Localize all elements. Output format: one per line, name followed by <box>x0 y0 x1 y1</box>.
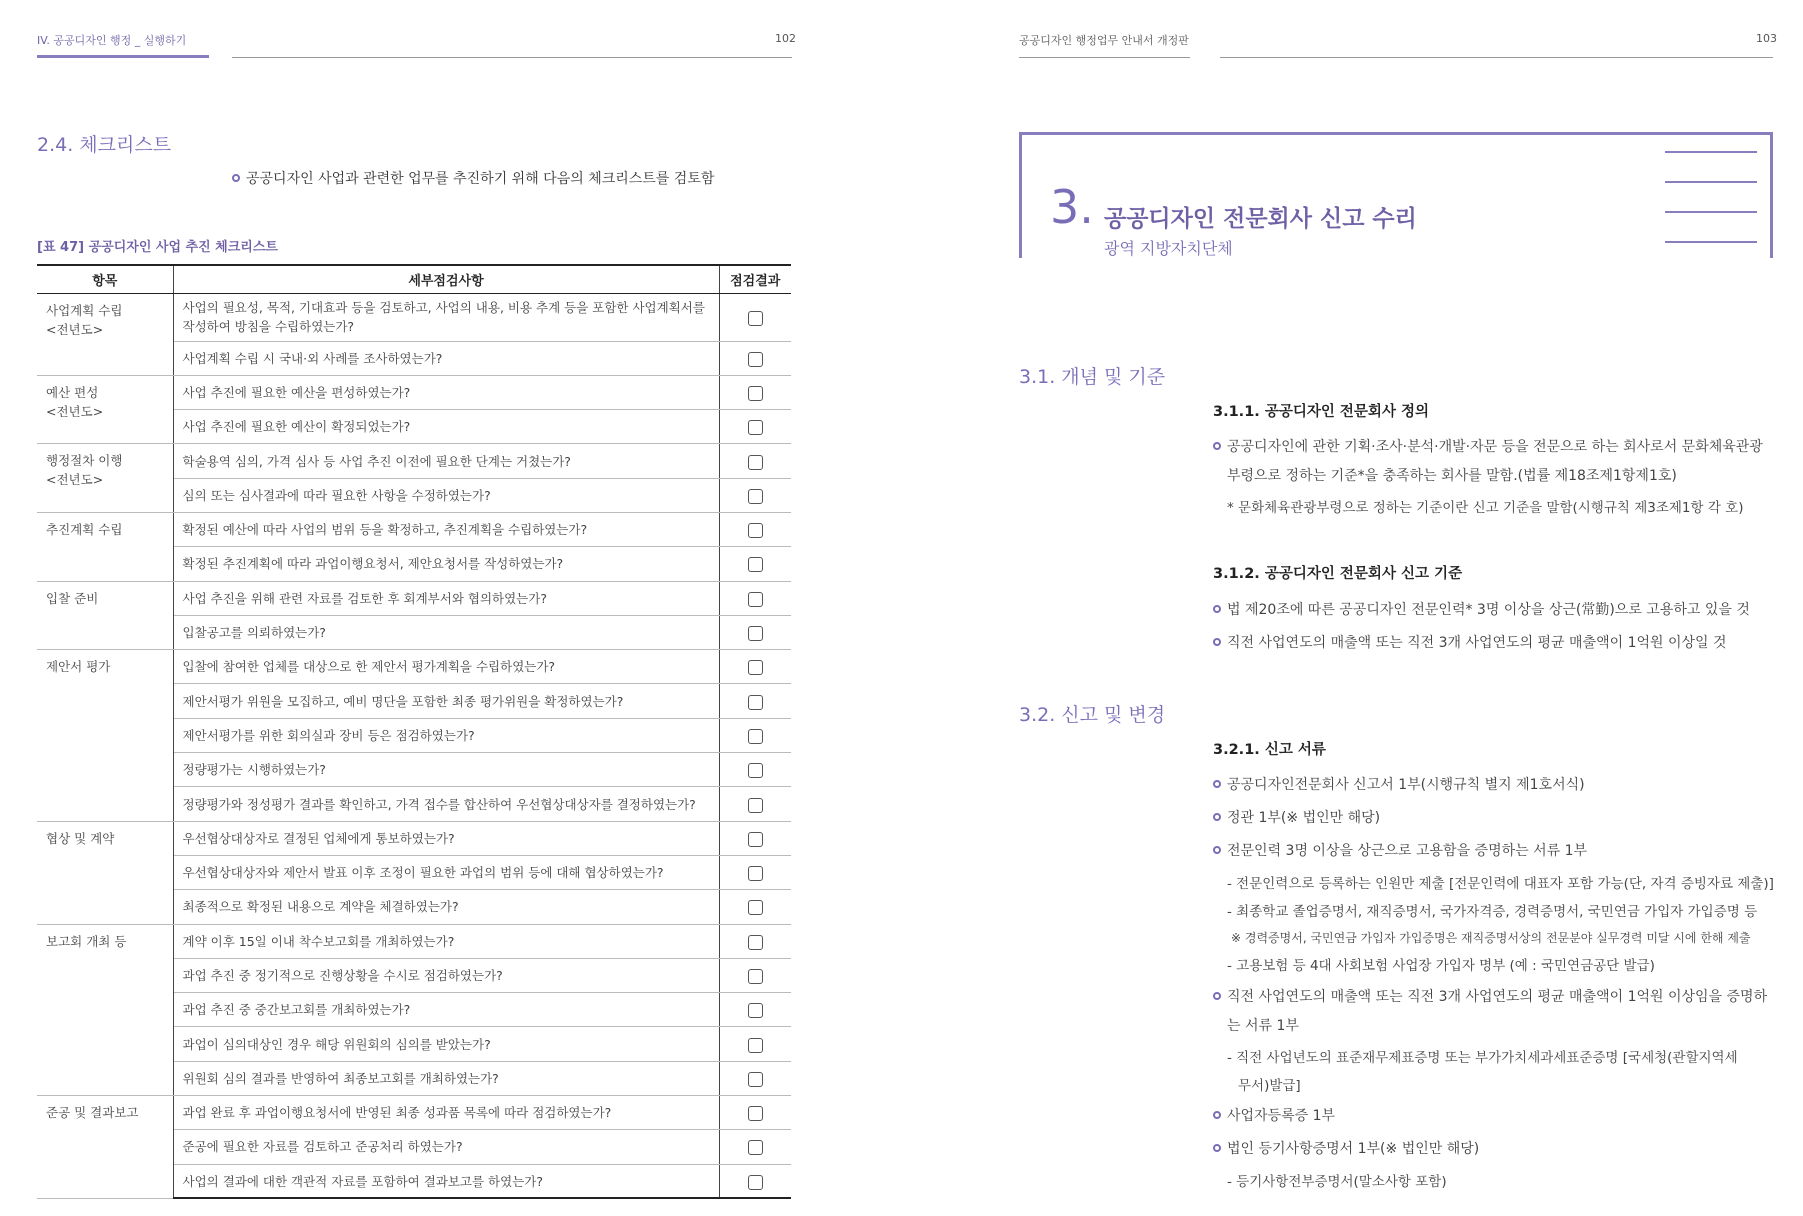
result-cell <box>719 993 791 1027</box>
subsection-title-312: 3.1.2. 공공디자인 전문회사 신고 기준 <box>1213 566 1463 582</box>
detail-cell: 제안서평가를 위한 회의실과 장비 등은 점검하였는가? <box>173 718 719 752</box>
checkbox[interactable] <box>748 626 763 641</box>
doc-text-3: 전문인력 3명 이상을 상근으로 고용함을 증명하는 서류 1부 <box>1227 843 1588 859</box>
checkbox[interactable] <box>748 1140 763 1155</box>
result-cell <box>719 821 791 855</box>
checkbox[interactable] <box>748 763 763 778</box>
checkbox[interactable] <box>748 729 763 744</box>
checklist-table <box>37 264 791 1199</box>
detail-cell: 사업계획 수립 시 국내·외 사례를 조사하였는가? <box>173 341 719 375</box>
result-cell <box>719 410 791 444</box>
checkbox[interactable] <box>748 695 763 710</box>
item-cell: 제안서 평가 <box>37 650 173 821</box>
result-cell <box>719 753 791 787</box>
result-cell <box>719 375 791 409</box>
detail-cell: 최종적으로 확정된 내용으로 계약을 체결하였는가? <box>173 890 719 924</box>
deco-line <box>1665 211 1757 213</box>
doc-3-detail-1: - 전문인력으로 등록하는 인원만 제출 [전문인력에 대표자 포함 가능(단, 자격 증빙자료 제출)] <box>1227 876 1774 892</box>
header-accent-rule <box>37 55 209 58</box>
section-title-checklist: 2.4. 체크리스트 <box>37 134 172 156</box>
checkbox[interactable] <box>748 798 763 813</box>
chapter-subtitle: 광역 지방자치단체 <box>1104 239 1233 258</box>
detail-cell: 계약 이후 15일 이내 착수보고회를 개최하였는가? <box>173 924 719 958</box>
definition-bullet <box>1213 433 1763 461</box>
doc-4-line-2: 는 서류 1부 <box>1227 1018 1299 1034</box>
section-title-31: 3.1. 개념 및 기준 <box>1019 366 1166 388</box>
header-rule <box>232 57 792 58</box>
detail-cell: 사업 추진에 필요한 예산이 확정되었는가? <box>173 410 719 444</box>
item-cell: 보고회 개최 등 <box>37 924 173 1095</box>
doc-bullet-4 <box>1213 983 1767 1011</box>
bullet-icon <box>1213 780 1221 788</box>
right-header-rule-short <box>1019 57 1190 58</box>
detail-cell: 과업 완료 후 과업이행요청서에 반영된 최종 성과품 목록에 따라 점검하였는가? <box>173 1096 719 1130</box>
doc-6-detail-1: - 등기사항전부증명서(말소사항 포함) <box>1227 1174 1447 1190</box>
item-cell: 준공 및 결과보고 <box>37 1096 173 1199</box>
result-cell <box>719 615 791 649</box>
table-row <box>37 924 791 958</box>
checkbox[interactable] <box>748 1175 763 1190</box>
bullet-icon <box>1213 813 1221 821</box>
table-row <box>37 821 791 855</box>
doc-text-1: 공공디자인전문회사 신고서 1부(시행규칙 별지 제1호서식) <box>1227 777 1585 793</box>
doc-bullet-6 <box>1213 1135 1479 1163</box>
column-header-result: 점검결과 <box>719 265 791 293</box>
right-page-number: 103 <box>1756 32 1777 45</box>
chapter-title: 공공디자인 전문회사 신고 수리 <box>1104 206 1417 232</box>
table-row <box>37 512 791 546</box>
checkbox[interactable] <box>748 523 763 538</box>
result-cell <box>719 1061 791 1095</box>
result-cell <box>719 512 791 546</box>
checkbox[interactable] <box>748 455 763 470</box>
detail-cell: 심의 또는 심사결과에 따라 필요한 사항을 수정하였는가? <box>173 478 719 512</box>
checkbox[interactable] <box>748 832 763 847</box>
left-page-number: 102 <box>775 32 796 45</box>
criteria-bullet-1 <box>1213 596 1750 624</box>
deco-line <box>1665 151 1757 153</box>
criteria-text-1: 법 제20조에 따른 공공디자인 전문인력* 3명 이상을 상근(常勤)으로 고용하고 있을 것 <box>1227 602 1750 618</box>
detail-cell: 과업 추진 중 중간보고회를 개최하였는가? <box>173 993 719 1027</box>
checkbox[interactable] <box>748 352 763 367</box>
column-header-detail: 세부점검사항 <box>173 265 719 293</box>
subsection-title-321: 3.2.1. 신고 서류 <box>1213 742 1326 758</box>
bullet-icon <box>232 174 240 182</box>
item-cell: 예산 편성 <전년도> <box>37 375 173 444</box>
table-caption: [표 47] 공공디자인 사업 추진 체크리스트 <box>37 240 278 255</box>
definition-note: * 문화체육관광부령으로 정하는 기준이란 신고 기준을 말함(시행규칙 제3조제1항 각 호) <box>1227 500 1744 516</box>
item-cell: 입찰 준비 <box>37 581 173 650</box>
doc-bullet-5 <box>1213 1102 1335 1130</box>
detail-cell: 입찰공고를 의뢰하였는가? <box>173 615 719 649</box>
table-row <box>37 581 791 615</box>
column-header-item: 항목 <box>37 265 173 293</box>
detail-cell: 과업 추진 중 정기적으로 진행상황을 수시로 점검하였는가? <box>173 958 719 992</box>
result-cell <box>719 958 791 992</box>
definition-line-1: 공공디자인에 관한 기획·조사·분석·개발·자문 등을 전문으로 하는 회사로서 문화체육관광 <box>1227 439 1763 455</box>
table-row <box>37 1096 791 1130</box>
result-cell <box>719 1027 791 1061</box>
doc-bullet-2 <box>1213 804 1380 832</box>
result-cell <box>719 547 791 581</box>
item-cell: 협상 및 계약 <box>37 821 173 924</box>
detail-cell: 위원회 심의 결과를 반영하여 최종보고회를 개최하였는가? <box>173 1061 719 1095</box>
result-cell <box>719 293 791 341</box>
doc-3-detail-2: - 최종학교 졸업증명서, 재직증명서, 국가자격증, 경력증명서, 국민연금 가입자 가입증명 등 <box>1227 904 1758 920</box>
checkbox[interactable] <box>748 311 763 326</box>
table-row <box>37 444 791 478</box>
bullet-icon <box>1213 442 1221 450</box>
deco-line <box>1665 241 1757 243</box>
detail-cell: 준공에 필요한 자료를 검토하고 준공처리 하였는가? <box>173 1130 719 1164</box>
right-running-header: 공공디자인 행정업무 안내서 개정판 <box>1019 34 1189 47</box>
checkbox[interactable] <box>748 1106 763 1121</box>
intro-text <box>232 168 714 188</box>
result-cell <box>719 650 791 684</box>
detail-cell: 과업이 심의대상인 경우 해당 위원회의 심의를 받았는가? <box>173 1027 719 1061</box>
checkbox[interactable] <box>748 592 763 607</box>
result-cell <box>719 855 791 889</box>
result-cell <box>719 684 791 718</box>
doc-3-note: ※ 경력증명서, 국민연금 가입자 가입증명은 재직증명서상의 전문분야 실무경력 미달 시에 한해 제출 <box>1231 931 1751 945</box>
item-cell: 행정절차 이행 <전년도> <box>37 444 173 513</box>
checkbox[interactable] <box>748 969 763 984</box>
bullet-icon <box>1213 605 1221 613</box>
doc-text-2: 정관 1부(※ 법인만 해당) <box>1227 810 1381 826</box>
doc-text-6: 법인 등기사항증명서 1부(※ 법인만 해당) <box>1227 1141 1480 1157</box>
item-cell: 사업계획 수립 <전년도> <box>37 293 173 375</box>
table-header-row <box>37 265 791 293</box>
detail-cell: 확정된 추진계획에 따라 과업이행요청서, 제안요청서를 작성하였는가? <box>173 547 719 581</box>
detail-cell: 학술용역 심의, 가격 심사 등 사업 추진 이전에 필요한 단계는 거쳤는가? <box>173 444 719 478</box>
doc-text-5: 사업자등록증 1부 <box>1227 1108 1336 1124</box>
item-cell: 추진계획 수립 <box>37 512 173 581</box>
doc-bullet-1 <box>1213 771 1585 799</box>
doc-text-4: 직전 사업연도의 매출액 또는 직전 3개 사업연도의 평균 매출액이 1억원 이상임을 증명하 <box>1227 989 1768 1005</box>
section-title-32: 3.2. 신고 및 변경 <box>1019 704 1166 726</box>
bullet-icon <box>1213 846 1221 854</box>
result-cell <box>719 890 791 924</box>
detail-cell: 사업의 결과에 대한 객관적 자료를 포함하여 결과보고를 하였는가? <box>173 1164 719 1198</box>
detail-cell: 우선협상대상자와 제안서 발표 이후 조정이 필요한 과업의 범위 등에 대해 협상하였는가? <box>173 855 719 889</box>
checkbox[interactable] <box>748 420 763 435</box>
result-cell <box>719 787 791 821</box>
doc-bullet-3 <box>1213 837 1587 865</box>
definition-line-2: 부령으로 정하는 기준*을 충족하는 회사를 말함.(법률 제18조제1항제1호) <box>1227 468 1677 484</box>
doc-4-detail-2: 무서)발급] <box>1238 1078 1301 1094</box>
bullet-icon <box>1213 1111 1221 1119</box>
checkbox[interactable] <box>748 900 763 915</box>
checklist-body <box>37 293 791 1198</box>
detail-cell: 우선협상대상자로 결정된 업체에게 통보하였는가? <box>173 821 719 855</box>
criteria-text-2: 직전 사업연도의 매출액 또는 직전 3개 사업연도의 평균 매출액이 1억원 이상일 것 <box>1227 635 1727 651</box>
right-header-rule <box>1220 57 1773 58</box>
checkbox[interactable] <box>748 557 763 572</box>
detail-cell: 확정된 예산에 따라 사업의 범위 등을 확정하고, 추진계획을 수립하였는가? <box>173 512 719 546</box>
checkbox[interactable] <box>748 1003 763 1018</box>
table-row <box>37 650 791 684</box>
checkbox[interactable] <box>748 660 763 675</box>
checkbox[interactable] <box>748 935 763 950</box>
result-cell <box>719 1130 791 1164</box>
detail-cell: 정량평가는 시행하였는가? <box>173 753 719 787</box>
detail-cell: 사업 추진을 위해 관련 자료를 검토한 후 회계부서와 협의하였는가? <box>173 581 719 615</box>
bullet-icon <box>1213 638 1221 646</box>
doc-4-detail-1: - 직전 사업년도의 표준재무제표증명 또는 부가가치세과세표준증명 [국세청(관할지역세 <box>1227 1050 1738 1066</box>
result-cell <box>719 444 791 478</box>
table-row <box>37 293 791 341</box>
result-cell <box>719 581 791 615</box>
result-cell <box>719 924 791 958</box>
detail-cell: 제안서평가 위원을 모집하고, 예비 명단을 포함한 최종 평가위원을 확정하였는가? <box>173 684 719 718</box>
result-cell <box>719 718 791 752</box>
result-cell <box>719 478 791 512</box>
table-row <box>37 375 791 409</box>
result-cell <box>719 1096 791 1130</box>
detail-cell: 사업의 필요성, 목적, 기대효과 등을 검토하고, 사업의 내용, 비용 추계 등을 포함한 사업계획서를 작성하여 방침을 수립하였는가? <box>173 293 719 341</box>
result-cell <box>719 1164 791 1198</box>
checkbox[interactable] <box>748 1072 763 1087</box>
detail-cell: 정량평가와 정성평가 결과를 확인하고, 가격 접수를 합산하여 우선협상대상자를 결정하였는가? <box>173 787 719 821</box>
deco-line <box>1665 181 1757 183</box>
bullet-icon <box>1213 992 1221 1000</box>
result-cell <box>719 341 791 375</box>
subsection-title-311: 3.1.1. 공공디자인 전문회사 정의 <box>1213 404 1430 420</box>
checkbox[interactable] <box>748 386 763 401</box>
intro-label: 공공디자인 사업과 관련한 업무를 추진하기 위해 다음의 체크리스트를 검토함 <box>246 171 715 187</box>
detail-cell: 입찰에 참여한 업체를 대상으로 한 제안서 평가계획을 수립하였는가? <box>173 650 719 684</box>
detail-cell: 사업 추진에 필요한 예산을 편성하였는가? <box>173 375 719 409</box>
checkbox[interactable] <box>748 866 763 881</box>
left-running-header: IV. 공공디자인 행정 _ 실행하기 <box>37 34 187 47</box>
chapter-number: 3. <box>1050 180 1094 234</box>
bullet-icon <box>1213 1144 1221 1152</box>
checkbox[interactable] <box>748 1038 763 1053</box>
checkbox[interactable] <box>748 489 763 504</box>
criteria-bullet-2 <box>1213 629 1727 657</box>
doc-3-detail-3: - 고용보험 등 4대 사회보험 사업장 가입자 명부 (예 : 국민연금공단 발급) <box>1227 958 1655 974</box>
